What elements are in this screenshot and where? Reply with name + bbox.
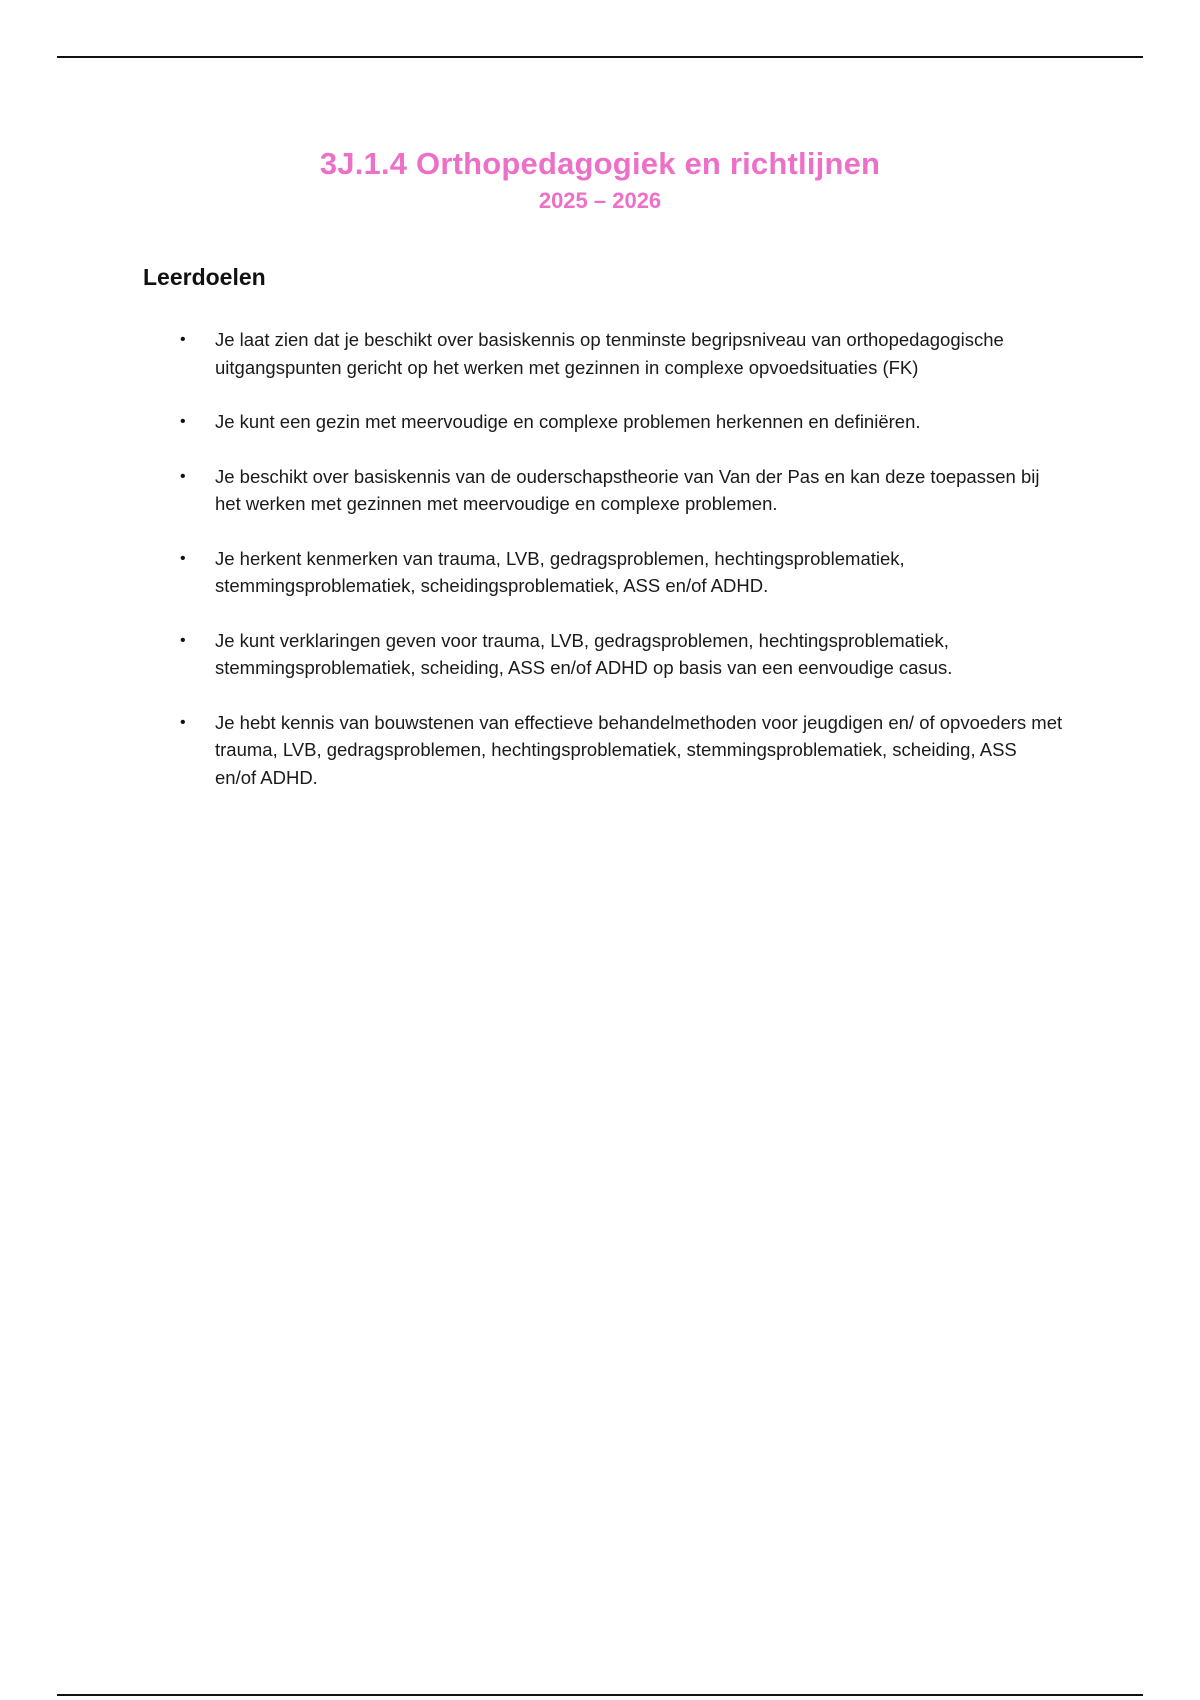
list-item [143,463,1063,518]
list-item [143,326,1063,381]
bullet-icon: • [180,713,186,731]
bullet-icon: • [180,467,186,485]
list-item-text: Je kunt verklaringen geven voor trauma, LVB, gedragsproblemen, hechtingsproblematiek, stemmingsproblematiek, scheiding, ASS en/of ADHD op basis van een eenvoudige casus. [215,629,953,678]
footer-rule [57,1694,1143,1696]
section-heading: Leerdoelen [143,264,266,290]
list-item [143,408,1063,436]
title-block [0,144,1200,216]
list-item [143,627,1063,682]
list-item-text: Je kunt een gezin met meervoudige en complexe problemen herkennen en definiëren. [215,411,921,432]
document-subtitle: 2025 – 2026 [538,188,662,213]
bullet-icon: • [180,631,186,649]
list-item [143,709,1063,792]
list-item-text: Je herkent kenmerken van trauma, LVB, gedragsproblemen, hechtingsproblematiek, stemmingsproblematiek, scheidingsproblematiek, ASS en/of ADHD. [215,547,905,596]
learning-goals-list [143,326,1063,818]
list-item-text: Je beschikt over basiskennis van de ouderschapstheorie van Van der Pas en kan deze toepassen bij het werken met gezinnen met meervoudige en complexe problemen. [215,465,1040,514]
bullet-icon: • [180,331,186,348]
list-item-text: Je laat zien dat je beschikt over basiskennis op tenminste begripsniveau van orthopedagogische uitgangspunten gericht op het werken met gezinnen in complexe opvoedsituaties (FK) [215,329,1004,378]
bullet-icon: • [180,549,186,567]
document-title: 3J.1.4 Orthopedagogiek en richtlijnen [319,146,881,181]
bullet-icon: • [180,413,186,430]
list-item [143,545,1063,600]
header-rule [57,56,1143,58]
list-item-text: Je hebt kennis van bouwstenen van effectieve behandelmethoden voor jeugdigen en/ of opvoeders met trauma, LVB, gedragsproblemen, hechtingsproblematiek, stemmingsproblematiek, scheiding, ASS en/of ADHD. [215,711,1063,788]
